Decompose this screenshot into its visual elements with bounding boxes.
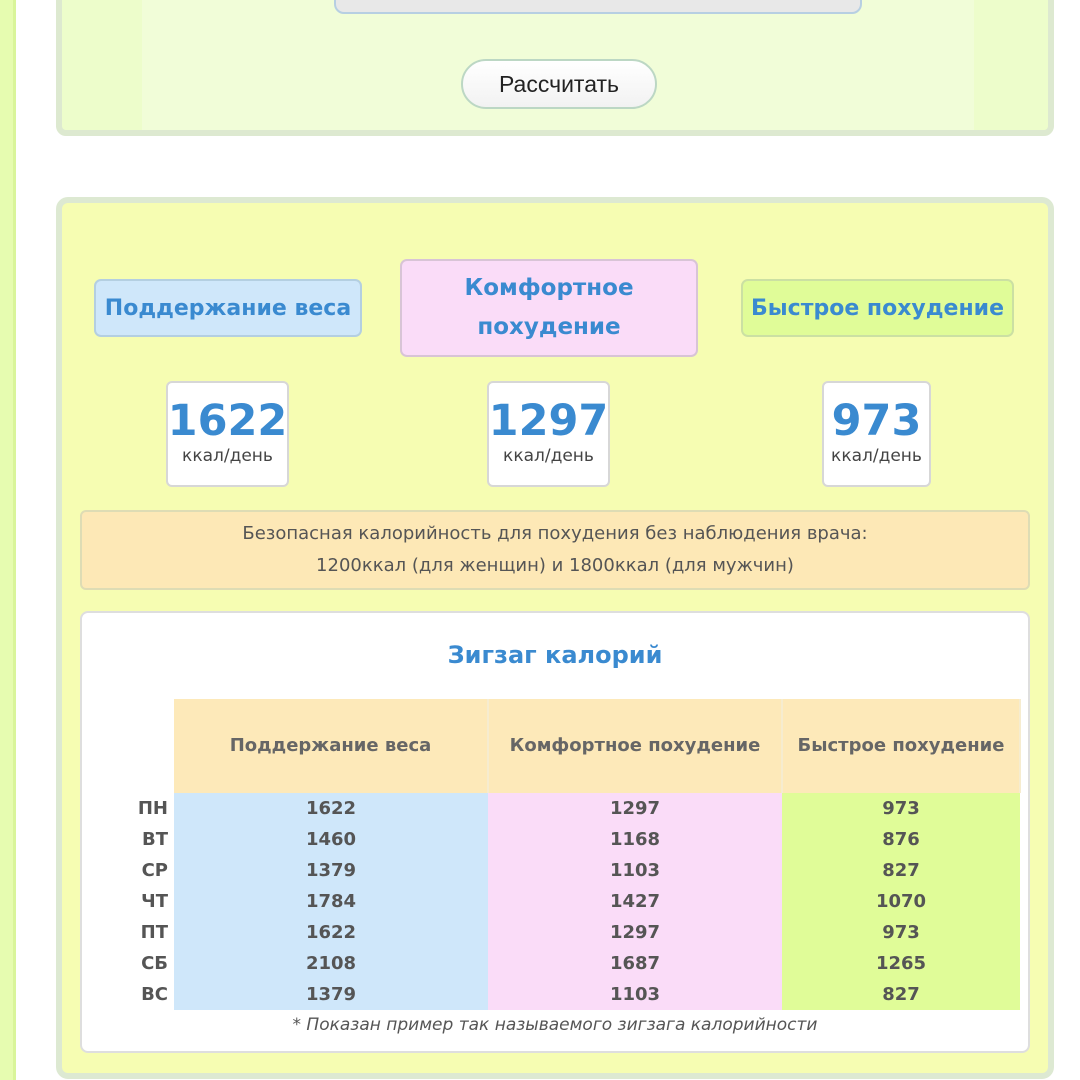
table-row bbox=[88, 917, 1020, 948]
maintain-cell: 1379 bbox=[174, 979, 488, 1010]
day-cell: ЧТ bbox=[88, 886, 174, 917]
day-cell: СБ bbox=[88, 948, 174, 979]
safe-note-line2: 1200ккал (для женщин) и 1800ккал (для мужчин) bbox=[316, 555, 794, 576]
table-row bbox=[88, 824, 1020, 855]
calorie-zigzag-card bbox=[80, 611, 1030, 1053]
header-fast: Быстрое похудение bbox=[782, 699, 1020, 793]
header-comfort: Комфортное похудение bbox=[488, 699, 782, 793]
calculator-form-panel bbox=[56, 0, 1054, 136]
table-row bbox=[88, 793, 1020, 824]
fast-cell: 876 bbox=[782, 824, 1020, 855]
zigzag-title: Зигзаг калорий bbox=[447, 641, 663, 669]
kcal-value: 1297 bbox=[488, 396, 609, 446]
kcal-unit: ккал/день bbox=[182, 446, 273, 466]
results-panel bbox=[56, 197, 1054, 1079]
form-field-label-fragment bbox=[196, 0, 206, 4]
maintain-cell: 1379 bbox=[174, 855, 488, 886]
tab-fast-weight-loss[interactable]: Быстрое похудение bbox=[741, 279, 1014, 337]
maintain-cell: 1784 bbox=[174, 886, 488, 917]
fast-cell: 1265 bbox=[782, 948, 1020, 979]
safe-note-line1: Безопасная калорийность для похудения без наблюдения врача: bbox=[242, 523, 868, 544]
maintain-cell: 2108 bbox=[174, 948, 488, 979]
table-row bbox=[88, 948, 1020, 979]
table-row bbox=[88, 855, 1020, 886]
day-cell: ПТ bbox=[88, 917, 174, 948]
kcal-result-fast bbox=[822, 381, 931, 487]
tab-maintain-weight[interactable]: Поддержание веса bbox=[94, 279, 362, 337]
header-blank-cell bbox=[88, 699, 174, 793]
kcal-unit: ккал/день bbox=[503, 446, 594, 466]
zigzag-header-row bbox=[88, 699, 1020, 793]
kcal-result-maintain bbox=[166, 381, 289, 487]
calculate-button[interactable]: Рассчитать bbox=[461, 59, 657, 109]
tab-comfortable-weight-loss[interactable]: Комфортное похудение bbox=[400, 259, 698, 357]
maintain-cell: 1460 bbox=[174, 824, 488, 855]
comfort-cell: 1103 bbox=[488, 979, 782, 1010]
day-cell: ПН bbox=[88, 793, 174, 824]
day-cell: ВС bbox=[88, 979, 174, 1010]
form-select-field[interactable] bbox=[334, 0, 862, 14]
fast-cell: 827 bbox=[782, 979, 1020, 1010]
comfort-cell: 1427 bbox=[488, 886, 782, 917]
comfort-cell: 1687 bbox=[488, 948, 782, 979]
fast-cell: 973 bbox=[782, 793, 1020, 824]
left-border-strip bbox=[0, 0, 16, 1080]
fast-cell: 973 bbox=[782, 917, 1020, 948]
fast-cell: 827 bbox=[782, 855, 1020, 886]
table-row bbox=[88, 979, 1020, 1010]
safe-calorie-note bbox=[80, 510, 1030, 590]
maintain-cell: 1622 bbox=[174, 793, 488, 824]
day-cell: СР bbox=[88, 855, 174, 886]
day-cell: ВТ bbox=[88, 824, 174, 855]
kcal-result-comfort bbox=[487, 381, 610, 487]
kcal-value: 1622 bbox=[167, 396, 288, 446]
zigzag-table bbox=[88, 699, 1021, 1010]
comfort-cell: 1168 bbox=[488, 824, 782, 855]
kcal-value: 973 bbox=[831, 396, 922, 446]
zigzag-footnote: * Показан пример так называемого зигзага калорийности bbox=[292, 1015, 818, 1035]
comfort-cell: 1297 bbox=[488, 917, 782, 948]
table-row bbox=[88, 886, 1020, 917]
fast-cell: 1070 bbox=[782, 886, 1020, 917]
maintain-cell: 1622 bbox=[174, 917, 488, 948]
header-maintain: Поддержание веса bbox=[174, 699, 488, 793]
kcal-unit: ккал/день bbox=[831, 446, 922, 466]
comfort-cell: 1103 bbox=[488, 855, 782, 886]
comfort-cell: 1297 bbox=[488, 793, 782, 824]
